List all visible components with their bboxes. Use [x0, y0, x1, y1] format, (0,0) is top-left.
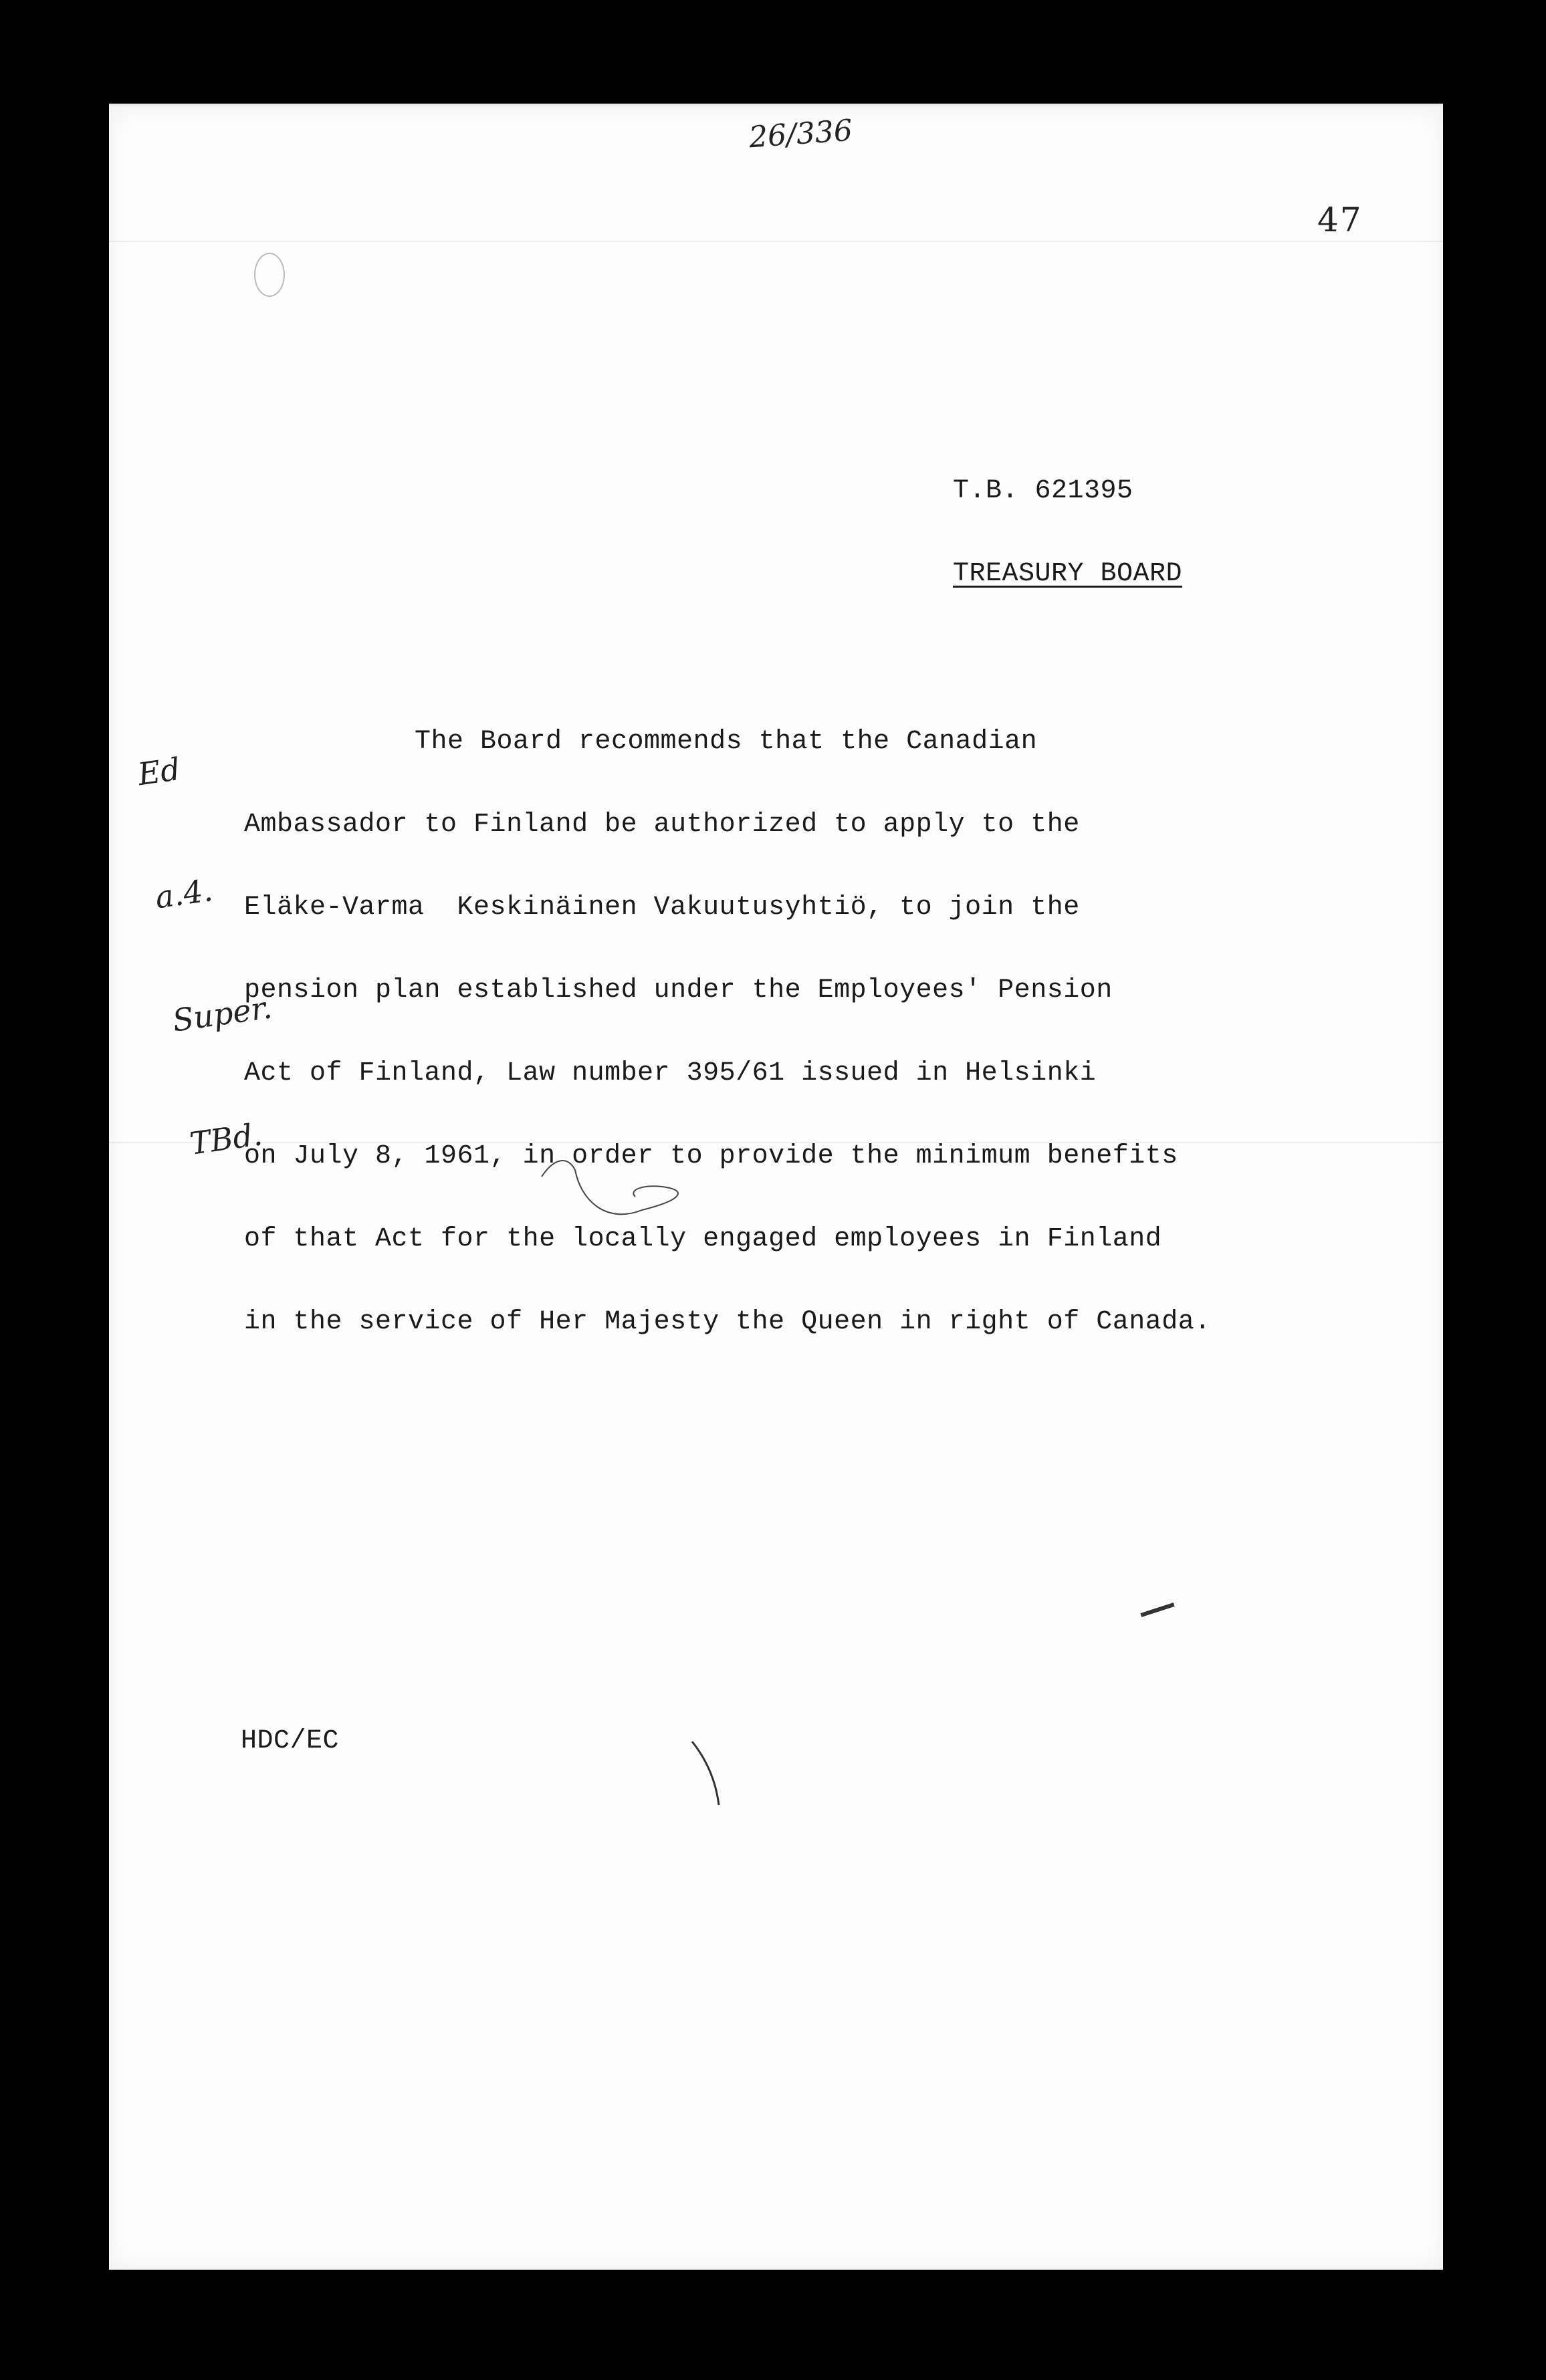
- page-number: 47: [1317, 201, 1363, 239]
- body-line: Eläke-Varma Keskinäinen Vakuutusyhtiö, to join the: [244, 892, 1080, 923]
- punch-hole-mark: [254, 253, 285, 297]
- fold-line: [109, 241, 1443, 242]
- handwritten-file-number: 26/336: [748, 113, 854, 155]
- document-page: [109, 107, 1443, 2270]
- margin-note-line: Ed: [135, 750, 183, 793]
- handwritten-loop-mark: [528, 1150, 709, 1230]
- margin-note-line: Super.: [170, 989, 275, 1039]
- body-line: in the service of Her Majesty the Queen in right of Canada.: [244, 1307, 1211, 1337]
- stray-pen-stroke: [689, 1738, 729, 1812]
- body-line: of that Act for the locally engaged employees in Finland: [244, 1224, 1162, 1254]
- body-line: pension plan established under the Employees' Pension: [244, 975, 1113, 1005]
- body-line: on July 8, 1961, in order to provide the minimum benefits: [244, 1141, 1178, 1171]
- typist-initials: HDC/EC: [241, 1726, 340, 1756]
- body-line: The Board recommends that the Canadian: [415, 727, 1038, 757]
- margin-note-line: TBd.: [187, 1116, 265, 1162]
- body-line: Ambassador to Finland be authorized to apply to the: [244, 810, 1080, 840]
- document-heading: TREASURY BOARD: [953, 559, 1183, 589]
- reference-number: T.B. 621395: [953, 476, 1133, 506]
- margin-note-line: a.4.: [152, 871, 215, 916]
- body-line: Act of Finland, Law number 395/61 issued in Helsinki: [244, 1058, 1097, 1088]
